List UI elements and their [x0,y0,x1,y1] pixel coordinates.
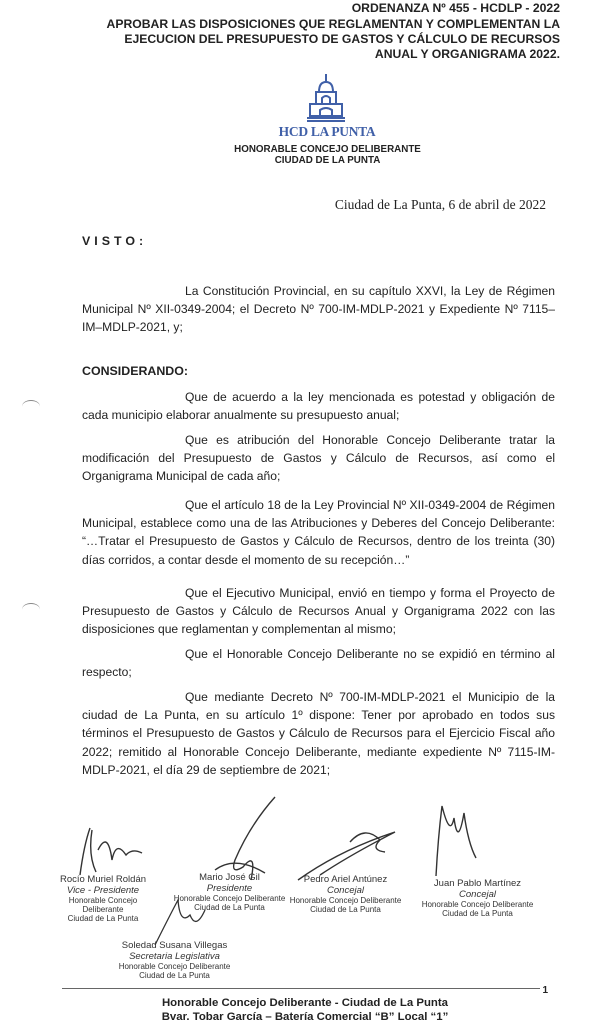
signer-city: Ciudad de La Punta [194,903,265,912]
signer-institution: Honorable Concejo Deliberante [68,896,138,914]
signature-block-villegas [112,940,237,980]
signature-scribble-martinez [428,798,483,880]
footer-line-1: Honorable Concejo Deliberante - Ciudad de La Punta [161,997,449,1009]
org-subtitle-2: CIUDAD DE LA PUNTA [274,155,381,166]
signer-institution: Honorable Concejo Deliberante [173,894,286,903]
considerando-paragraph-1: Que de acuerdo a la ley mencionada es potestad y obligación de cada municipio elaborar anualmente su presupuesto anual; [82,390,555,423]
signer-role: Vice - Presidente [66,885,140,896]
signer-institution: Honorable Concejo Deliberante [118,962,231,971]
signature-block-antunez [288,874,403,914]
title-line-2: EJECUCION DEL PRESUPUESTO DE GASTOS Y CÁLCULO DE RECURSOS [124,32,560,46]
signer-name: Juan Pablo Martínez [433,878,522,889]
visto-heading: VISTO: [82,234,148,248]
document-date: Ciudad de La Punta, 6 de abril de 2022 [334,197,546,212]
visto-paragraph: La Constitución Provincial, en su capítulo XXVI, la Ley de Régimen Municipal Nº XII-0349-2004; el Decreto Nº 700-IM-MDLP-2021 y Expediente Nº 7115–IM–MDLP-2021, y; [82,284,555,335]
signer-city: Ciudad de La Punta [67,914,139,923]
considerando-heading: CONSIDERANDO: [82,364,189,378]
building-tower-icon [305,72,347,122]
title-line-3: ANUAL Y ORGANIGRAMA 2022. [374,47,560,61]
signature-scribble-roldan [70,820,150,880]
considerando-paragraph-5: Que el Honorable Concejo Deliberante no se expidió en término al respecto; [82,647,555,680]
signer-role: Secretaria Legislativa [129,951,220,962]
signer-role: Concejal [459,889,496,900]
signer-city: Ciudad de La Punta [310,905,381,914]
ordinance-number: ORDENANZA Nº 455 - HCDLP - 2022 [351,1,560,15]
footer-divider [62,988,540,989]
signature-block-martinez [420,878,535,918]
signer-name: Soledad Susana Villegas [121,940,228,951]
signature-block-gil [172,872,287,912]
considerando-paragraph-6: Que mediante Decreto Nº 700-IM-MDLP-2021 el Municipio de la ciudad de La Punta, en su artículo 1º dispone: Tener por aprobado en todos sus términos el Presupuesto de Gastos y Cálculo de Recursos para el Ejercicio Fiscal año 2022; remitido al Honorable Concejo Deliberante, mediante expediente Nº 7115-IM-MDLP-2021, el día 29 de septiembre de 2021; [82,690,555,777]
org-subtitle-1: HONORABLE CONCEJO DELIBERANTE [234,144,421,155]
footer-line-2: Bvar. Tobar García – Batería Comercial “B” Local “1” [161,1011,449,1023]
considerando-paragraph-4: Que el Ejecutivo Municipal, envió en tiempo y forma el Proyecto de Presupuesto de Gastos y Cálculo de Recursos Anual y Organigrama 2022 con las disposiciones que reglamentan y complementan al mismo; [82,586,555,637]
signer-name: Mario José Gil [199,872,260,883]
margin-mark [22,400,40,413]
org-logo-name: HCD LA PUNTA [278,124,376,139]
signer-name: Rocío Muriel Roldán [59,874,147,885]
signature-block-roldan [48,874,158,923]
signer-institution: Honorable Concejo Deliberante [289,896,402,905]
considerando-paragraph-3: Que el artículo 18 de la Ley Provincial Nº XII-0349-2004 de Régimen Municipal, establece como una de las Atribuciones y Deberes del Concejo Deliberante: “…Tratar el Presupuesto de Gastos y Cálculo de Recursos, dentro de los treinta (30) días corridos, a contar desde el momento de su recepción…” [82,498,555,567]
page-number: 1 [542,985,548,996]
signer-city: Ciudad de La Punta [442,909,513,918]
signer-name: Pedro Ariel Antúnez [303,874,388,885]
considerando-paragraph-2: Que es atribución del Honorable Concejo Deliberante tratar la modificación del Presupuesto de Gastos y Cálculo de Recursos, así como el Organigrama Municipal de cada año; [82,433,555,484]
signer-role: Concejal [327,885,364,896]
signer-institution: Honorable Concejo Deliberante [421,900,534,909]
margin-mark [22,603,40,616]
signer-role: Presidente [206,883,253,894]
title-line-1: APROBAR LAS DISPOSICIONES QUE REGLAMENTAN Y COMPLEMENTAN LA [106,17,560,31]
signer-city: Ciudad de La Punta [139,971,210,980]
